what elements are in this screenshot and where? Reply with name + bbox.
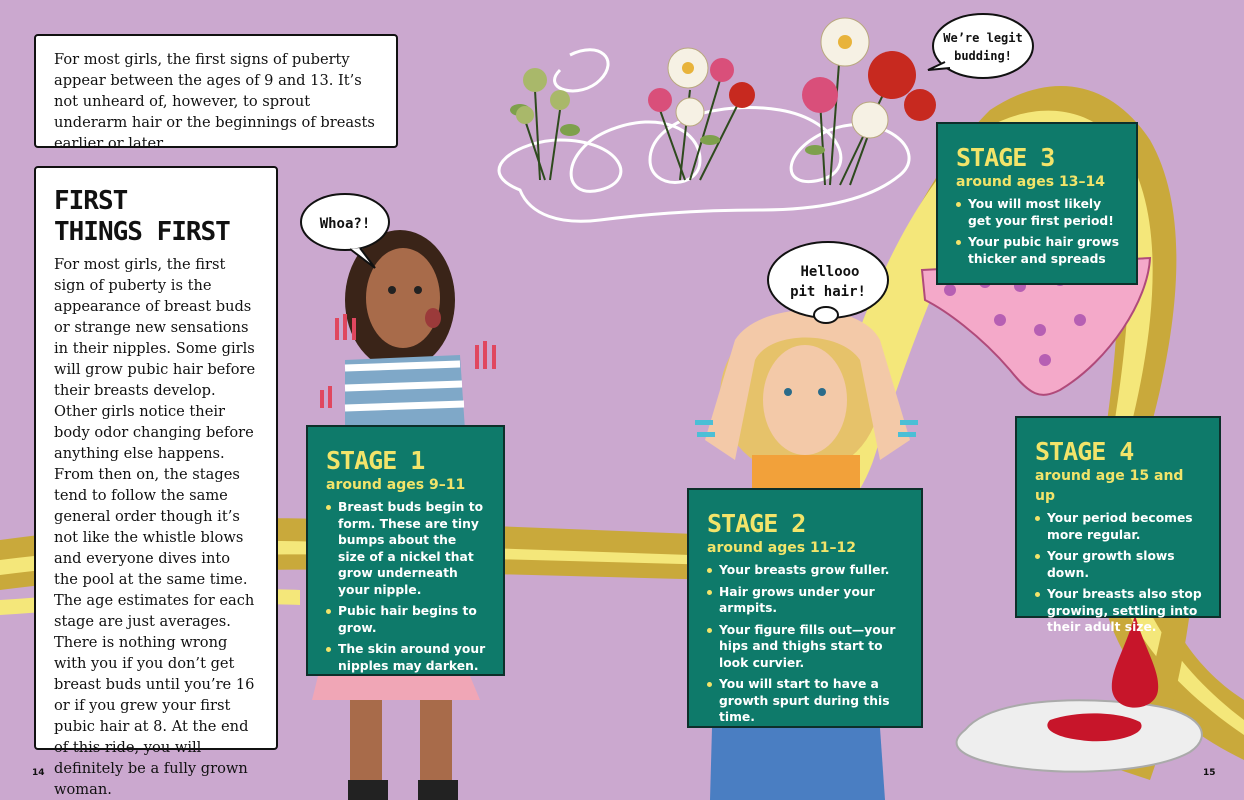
stage-2-item: You will start to have a growth spurt during this time. <box>707 676 905 726</box>
bubble-whoa-text: Whoa?! <box>319 216 371 232</box>
stage-4-list <box>1035 510 1203 636</box>
bubble-budding-line1: We’re legit <box>943 31 1023 45</box>
stage-1-list <box>326 499 487 674</box>
stage-4-title: STAGE 4 <box>1035 437 1134 466</box>
intro-text-box <box>34 34 398 152</box>
bubble-budding-line2: budding! <box>954 49 1012 63</box>
stage-4-item: Your growth slows down. <box>1035 548 1203 581</box>
stage-2-item: Your breasts grow fuller. <box>707 562 905 579</box>
stage-1-title: STAGE 1 <box>326 446 425 475</box>
stage-3-age: around ages 13–14 <box>956 174 1105 190</box>
stage-1-item: Breast buds begin to form. These are tiny bumps about the size of a nickel that grow underneath your nipple. <box>326 499 487 598</box>
stage-3-title: STAGE 3 <box>956 143 1055 172</box>
intro-text: For most girls, the first signs of puberty appear between the ages of 9 and 13. It’s not unheard of, however, to sprout underarm hair or the beginnings of breasts earlier or later. <box>54 51 375 152</box>
stage-3-list <box>956 196 1120 267</box>
stage-3-item: You will most likely get your first period! <box>956 196 1120 229</box>
stage-2-list <box>707 562 905 726</box>
stage-4-item: Your period becomes more regular. <box>1035 510 1203 543</box>
stage-3-item: Your pubic hair grows thicker and spreads <box>956 234 1120 267</box>
stage-4-box <box>1015 416 1221 634</box>
first-things-first-body: For most girls, the first sign of puberty is the appearance of breast buds or strange new sensations in their nipples. Some girls will grow pubic hair before their breasts develop. Other girls notice their body odor changing before anything else happens. From then on, the stages tend to follow the same general order though it’s not like the whistle blows and everyone dives into the pool at the same time. The age estimates for each stage are just averages. There is nothing wrong with you if you don’t get breast buds until you’re 16 or if you grew your first pubic hair at 8. At the end of this ride, you will definitely be a fully grown woman. <box>54 256 256 798</box>
stage-1-item: Pubic hair begins to grow. <box>326 603 487 636</box>
stage-4-age: around age 15 and up <box>1035 468 1184 504</box>
speech-bubble-budding <box>928 14 1033 78</box>
page-number-left: 14 <box>32 768 45 778</box>
stage-2-title: STAGE 2 <box>707 509 806 538</box>
stage-1-box <box>306 425 505 676</box>
stage-2-box <box>687 488 923 728</box>
stage-4-item: Your breasts also stop growing, settling into their adult size. <box>1035 586 1203 636</box>
stage-2-item: Your figure fills out—your hips and thighs start to look curvier. <box>707 622 905 672</box>
stage-2-age: around ages 11–12 <box>707 540 856 556</box>
page-number-right: 15 <box>1203 768 1216 778</box>
bubble-pit-line1: Hellooo <box>800 264 860 280</box>
first-things-first-heading <box>54 186 258 248</box>
heading-line1: FIRST <box>54 186 128 216</box>
stage-1-item: The skin around your nipples may darken. <box>326 641 487 674</box>
heading-line2: THINGS FIRST <box>54 217 230 247</box>
bubble-pit-line2: pit hair! <box>790 284 866 300</box>
stage-3-box <box>936 122 1138 285</box>
stage-2-item: Hair grows under your armpits. <box>707 584 905 617</box>
stage-1-age: around ages 9–11 <box>326 477 466 493</box>
